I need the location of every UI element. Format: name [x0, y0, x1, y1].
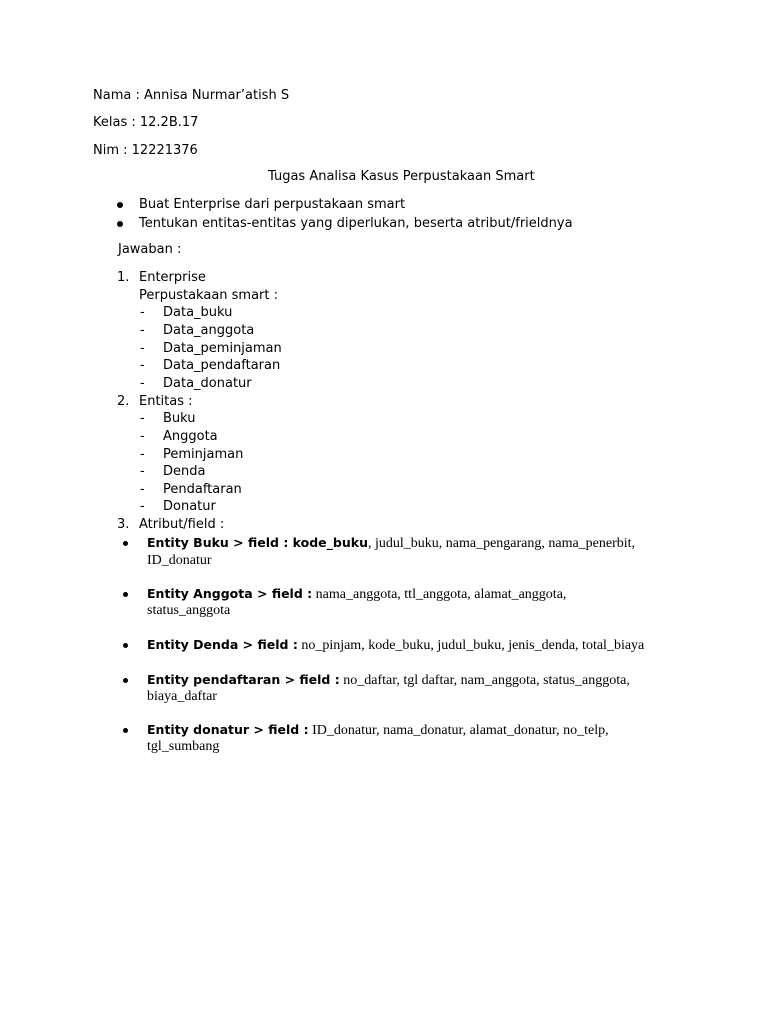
entity-item: Donatur [163, 499, 216, 514]
dash-marker: - [140, 341, 145, 356]
entity-field-continuation: biaya_daftar [147, 689, 217, 704]
section-3-title: Atribut/field : [139, 517, 225, 532]
enterprise-item: Data_peminjaman [163, 341, 282, 356]
dash-marker: - [140, 411, 145, 426]
task-item: Buat Enterprise dari perpustakaan smart [139, 197, 406, 212]
bullet-icon [123, 678, 128, 683]
dash-marker: - [140, 323, 145, 338]
entity-field-values: no_daftar, tgl daftar, nam_anggota, status_anggota, [339, 673, 630, 688]
dash-marker: - [140, 358, 145, 373]
dash-marker: - [140, 482, 145, 497]
dash-marker: - [140, 447, 145, 462]
section-2-title: Entitas : [139, 394, 193, 409]
bullet-icon [117, 221, 123, 227]
entity-item: Denda [163, 464, 206, 479]
entity-field-label: Entity Buku > field : kode_buku [147, 535, 368, 550]
enterprise-item: Data_buku [163, 305, 233, 320]
bullet-icon [123, 541, 128, 546]
bullet-icon [123, 592, 128, 597]
student-name: Nama : Annisa Nurmar’atish S [93, 88, 290, 103]
section-3-number: 3. [117, 517, 130, 532]
section-2-number: 2. [117, 394, 130, 409]
section-1-subtitle: Perpustakaan smart : [139, 288, 279, 303]
entity-field-values: no_pinjam, kode_buku, judul_buku, jenis_denda, total_biaya [297, 638, 645, 653]
bullet-icon [123, 643, 128, 648]
entity-field-label: Entity donatur > field : [147, 722, 309, 737]
bullet-icon [117, 202, 123, 208]
entity-field-continuation: ID_donatur [147, 553, 212, 568]
entity-field-values: ID_donatur, nama_donatur, alamat_donatur, no_telp, [308, 723, 609, 738]
entity-item: Pendaftaran [163, 482, 242, 497]
entity-field-continuation: tgl_sumbang [147, 739, 220, 754]
enterprise-item: Data_pendaftaran [163, 358, 281, 373]
task-item: Tentukan entitas-entitas yang diperlukan, beserta atribut/frieldnya [139, 216, 573, 231]
enterprise-item: Data_anggota [163, 323, 255, 338]
entity-field-label: Entity Denda > field : [147, 637, 298, 652]
entity-field-line [147, 672, 630, 689]
entity-field-label: Entity pendaftaran > field : [147, 672, 340, 687]
section-1-title: Enterprise [139, 270, 206, 285]
answer-heading: Jawaban : [118, 242, 182, 257]
entity-item: Buku [163, 411, 196, 426]
document-title: Tugas Analisa Kasus Perpustakaan Smart [268, 169, 535, 184]
entity-field-line [147, 586, 566, 603]
dash-marker: - [140, 464, 145, 479]
bullet-icon [123, 728, 128, 733]
student-nim: Nim : 12221376 [93, 143, 198, 158]
student-class: Kelas : 12.2B.17 [93, 115, 199, 130]
dash-marker: - [140, 499, 145, 514]
entity-field-values: , judul_buku, nama_pengarang, nama_penerbit, [367, 536, 636, 551]
dash-marker: - [140, 305, 145, 320]
entity-field-values: nama_anggota, ttl_anggota, alamat_anggota, [312, 587, 567, 602]
entity-field-continuation: status_anggota [147, 603, 231, 618]
entity-field-line [147, 722, 609, 739]
entity-field-line [147, 637, 644, 654]
enterprise-item: Data_donatur [163, 376, 252, 391]
section-1-number: 1. [117, 270, 130, 285]
entity-field-line [147, 535, 635, 552]
entity-item: Anggota [163, 429, 218, 444]
entity-item: Peminjaman [163, 447, 244, 462]
dash-marker: - [140, 429, 145, 444]
dash-marker: - [140, 376, 145, 391]
entity-field-label: Entity Anggota > field : [147, 586, 313, 601]
